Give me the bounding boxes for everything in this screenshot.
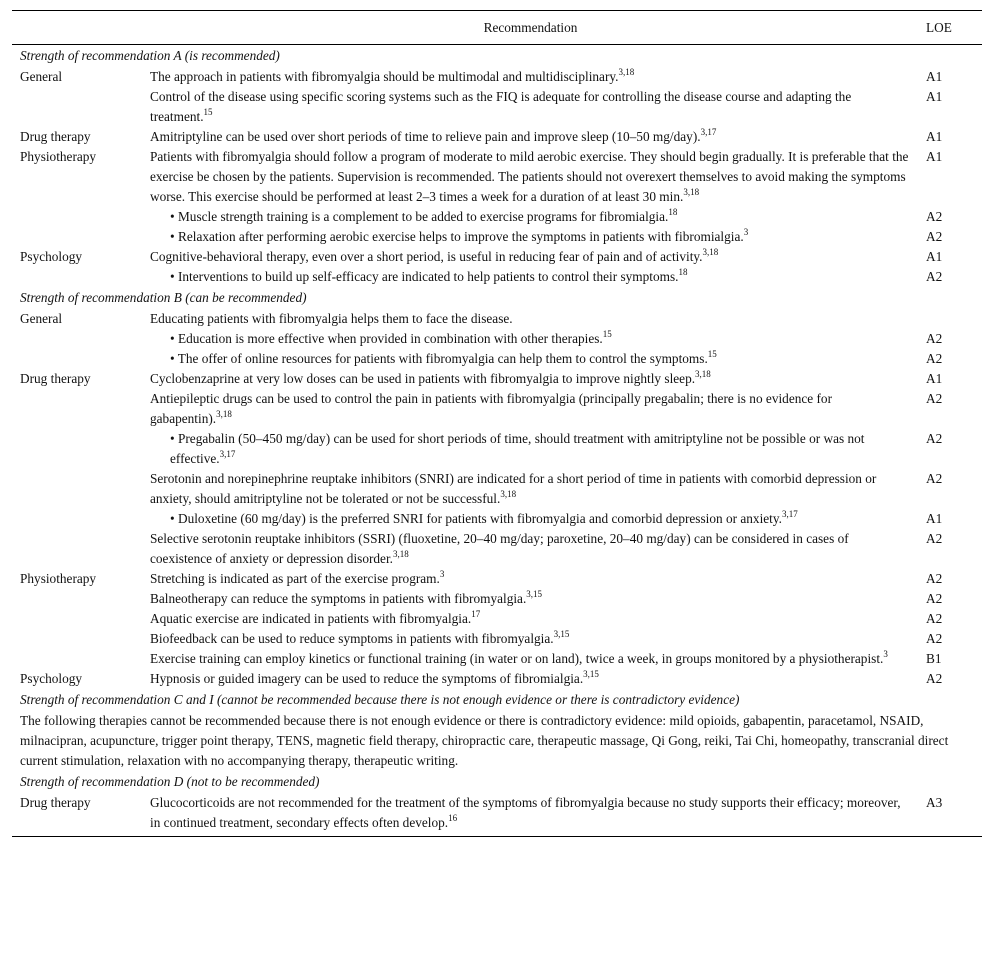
row-recommendation bbox=[142, 267, 919, 287]
row-loe: A2 bbox=[926, 229, 943, 244]
row-category bbox=[12, 509, 142, 529]
row-recommendation bbox=[142, 349, 919, 369]
row-recommendation bbox=[142, 793, 919, 837]
header-recommendation: Recommendation bbox=[142, 11, 919, 45]
reference-superscript: 3,18 bbox=[695, 369, 711, 379]
recommendation-text: Educating patients with fibromyalgia helps them to face the disease. bbox=[150, 311, 513, 326]
row-recommendation bbox=[142, 207, 919, 227]
row-loe: A2 bbox=[926, 351, 943, 366]
recommendation-text: Hypnosis or guided imagery can be used to reduce the symptoms of fibromialgia. bbox=[150, 671, 584, 686]
row-recommendation bbox=[142, 669, 919, 689]
recommendation-text: Education is more effective when provided in combination with other therapies. bbox=[177, 331, 603, 346]
section-title: Strength of recommendation D (not to be recommended) bbox=[20, 774, 320, 789]
row-category: Psychology bbox=[20, 671, 83, 686]
recommendation-text: Balneotherapy can reduce the symptoms in patients with fibromyalgia. bbox=[150, 591, 527, 606]
reference-superscript: 3,18 bbox=[500, 489, 517, 499]
table-row bbox=[12, 609, 982, 629]
row-recommendation bbox=[142, 429, 919, 469]
table-header-row bbox=[12, 11, 982, 45]
reference-superscript: 15 bbox=[707, 349, 717, 359]
table-row bbox=[12, 649, 982, 669]
row-loe: A1 bbox=[926, 371, 943, 386]
row-recommendation bbox=[142, 609, 919, 629]
table-row bbox=[12, 669, 982, 689]
reference-superscript: 3,18 bbox=[216, 409, 232, 419]
row-category bbox=[12, 609, 142, 629]
reference-superscript: 3 bbox=[883, 649, 888, 659]
recommendation-text: Cognitive-behavioral therapy, even over a short period, is useful in reducing fear of pain and of activity. bbox=[150, 249, 703, 264]
row-loe bbox=[919, 309, 982, 329]
reference-superscript: 3,17 bbox=[781, 509, 798, 519]
reference-superscript: 3,15 bbox=[553, 629, 570, 639]
reference-superscript: 3,15 bbox=[526, 589, 543, 599]
reference-superscript: 3,17 bbox=[219, 449, 236, 459]
reference-superscript: 3,15 bbox=[583, 669, 599, 679]
row-recommendation bbox=[142, 87, 919, 127]
table-row bbox=[12, 369, 982, 389]
reference-superscript: 3,18 bbox=[392, 549, 409, 559]
recommendation-text: Relaxation after performing aerobic exercise helps to improve the symptoms in patients with fibromialgia. bbox=[177, 229, 744, 244]
reference-superscript: 16 bbox=[448, 813, 458, 823]
recommendations-table bbox=[12, 10, 982, 837]
section-title: Strength of recommendation A (is recommended) bbox=[20, 48, 280, 63]
reference-superscript: 3,18 bbox=[702, 247, 719, 257]
recommendation-text: Cyclobenzaprine at very low doses can be used in patients with fibromyalgia to improve nightly sleep. bbox=[150, 371, 696, 386]
table-row bbox=[12, 147, 982, 207]
table-row bbox=[12, 469, 982, 509]
row-category bbox=[12, 207, 142, 227]
table-row bbox=[12, 127, 982, 147]
reference-superscript: 3,17 bbox=[700, 127, 717, 137]
row-category: Drug therapy bbox=[12, 793, 142, 837]
row-loe: A2 bbox=[926, 631, 943, 646]
row-loe: A1 bbox=[926, 129, 943, 144]
row-loe: A1 bbox=[926, 511, 943, 526]
recommendation-text: Muscle strength training is a complement to be added to exercise programs for fibromialgia. bbox=[177, 209, 669, 224]
row-recommendation bbox=[142, 67, 919, 87]
row-category bbox=[12, 329, 142, 349]
row-loe: A2 bbox=[926, 431, 943, 446]
table-row bbox=[12, 509, 982, 529]
row-category: Drug therapy bbox=[20, 129, 91, 144]
table-row bbox=[12, 349, 982, 369]
row-recommendation bbox=[142, 247, 919, 267]
row-category bbox=[12, 469, 142, 509]
reference-superscript: 15 bbox=[602, 329, 612, 339]
row-loe: A2 bbox=[926, 471, 943, 486]
row-recommendation bbox=[142, 469, 919, 509]
row-category: General bbox=[20, 311, 63, 326]
table-row bbox=[12, 389, 982, 429]
row-category bbox=[12, 649, 142, 669]
row-category bbox=[12, 629, 142, 649]
section-header-row bbox=[12, 771, 982, 793]
recommendation-text: Duloxetine (60 mg/day) is the preferred SNRI for patients with fibromyalgia and comorbid depression or anxiety. bbox=[177, 511, 782, 526]
table-row bbox=[12, 267, 982, 287]
reference-superscript: 18 bbox=[678, 267, 688, 277]
reference-superscript: 17 bbox=[471, 609, 481, 619]
recommendation-text: Glucocorticoids are not recommended for the treatment of the symptoms of fibromyalgia because no study supports their efficacy; moreover, in continued treatment, secondary effects often develop. bbox=[150, 795, 901, 830]
row-category: Psychology bbox=[20, 249, 83, 264]
row-loe: A2 bbox=[926, 331, 943, 346]
section-header-row bbox=[12, 287, 982, 309]
row-recommendation bbox=[142, 389, 919, 429]
row-recommendation bbox=[142, 329, 919, 349]
row-recommendation bbox=[142, 589, 919, 609]
section-header-row bbox=[12, 45, 982, 68]
row-category: Physiotherapy bbox=[20, 149, 97, 164]
reference-superscript: 18 bbox=[668, 207, 678, 217]
recommendation-text: Aquatic exercise are indicated in patients with fibromyalgia. bbox=[150, 611, 472, 626]
row-recommendation bbox=[142, 529, 919, 569]
row-recommendation bbox=[142, 147, 919, 207]
row-recommendation bbox=[142, 569, 919, 589]
table-row bbox=[12, 793, 982, 837]
table-row bbox=[12, 207, 982, 227]
reference-superscript: 3,18 bbox=[618, 67, 635, 77]
row-category bbox=[12, 227, 142, 247]
table-row bbox=[12, 309, 982, 329]
row-loe: A2 bbox=[926, 209, 943, 224]
row-category bbox=[12, 429, 142, 469]
reference-superscript: 3 bbox=[743, 227, 749, 237]
recommendation-text: Pregabalin (50–450 mg/day) can be used for short periods of time, should treatment with amitriptyline not be possible or was not effective. bbox=[170, 431, 865, 466]
table-row bbox=[12, 227, 982, 247]
recommendation-text: Selective serotonin reuptake inhibitors (SSRI) (fluoxetine, 20–40 mg/day; paroxetine, 20–40 mg/day) can be considered in cases of coexistence of anxiety or depression disorder. bbox=[150, 531, 849, 566]
table-row bbox=[12, 569, 982, 589]
recommendation-text: Interventions to build up self-efficacy are indicated to help patients to control their symptoms. bbox=[177, 269, 679, 284]
header-category bbox=[12, 11, 142, 45]
recommendations-table-container bbox=[12, 10, 982, 837]
section-header-row bbox=[12, 689, 982, 711]
row-category bbox=[12, 349, 142, 369]
table-row bbox=[12, 589, 982, 609]
row-loe: A1 bbox=[926, 149, 943, 164]
bullet-icon: • bbox=[170, 351, 178, 366]
bullet-icon: • bbox=[170, 511, 178, 526]
recommendation-text: The offer of online resources for patients with fibromyalgia can help them to control the symptoms. bbox=[177, 351, 708, 366]
recommendation-text: Biofeedback can be used to reduce symptoms in patients with fibromyalgia. bbox=[150, 631, 554, 646]
section-title: Strength of recommendation B (can be recommended) bbox=[20, 290, 307, 305]
recommendation-text: Serotonin and norepinephrine reuptake inhibitors (SNRI) are indicated for a short period of time in patients with comorbid depression or anxiety, should amitriptyline not be tolerated or not be successful. bbox=[150, 471, 877, 506]
table-row bbox=[12, 529, 982, 569]
recommendation-text: Exercise training can employ kinetics or functional training (in water or on land), twice a week, in groups monitored by a physiotherapist. bbox=[150, 651, 884, 666]
row-recommendation bbox=[142, 227, 919, 247]
table-row bbox=[12, 329, 982, 349]
reference-superscript: 3,18 bbox=[683, 187, 700, 197]
table-row bbox=[12, 629, 982, 649]
recommendation-text: Control of the disease using specific scoring systems such as the FIQ is adequate for controlling the disease course and adapting the treatment. bbox=[150, 89, 852, 124]
row-category: Physiotherapy bbox=[20, 571, 97, 586]
row-recommendation bbox=[142, 649, 919, 669]
row-recommendation bbox=[142, 369, 919, 389]
row-category: General bbox=[20, 69, 63, 84]
header-loe: LOE bbox=[919, 11, 982, 45]
bullet-icon: • bbox=[170, 269, 178, 284]
table-row bbox=[12, 87, 982, 127]
table-row bbox=[12, 247, 982, 267]
section-title: Strength of recommendation C and I (cannot be recommended because there is not enough evidence or there is contradictory evidence) bbox=[20, 692, 740, 707]
table-row bbox=[12, 67, 982, 87]
reference-superscript: 15 bbox=[203, 107, 213, 117]
row-loe: A2 bbox=[926, 671, 943, 686]
row-category bbox=[12, 589, 142, 609]
section-note: The following therapies cannot be recommended because there is not enough evidence or there is contradictory evidence: mild opioids, gabapentin, paracetamol, NSAID, milnacipran, acupuncture, trigger point therapy, TENS, magnetic field therapy, chiropractic care, therapeutic massage, Qi Gong, reiki, Tai Chi, homeopathy, transcranial direct current stimulation, relaxation with no accompanying therapy, therapeutic writing. bbox=[20, 713, 949, 768]
recommendation-text: Amitriptyline can be used over short periods of time to relieve pain and improve sleep (10–50 mg/day). bbox=[150, 129, 701, 144]
row-loe: A1 bbox=[926, 89, 943, 104]
table-body bbox=[12, 45, 982, 837]
row-loe: A2 bbox=[926, 531, 943, 546]
reference-superscript: 3 bbox=[439, 569, 445, 579]
row-recommendation bbox=[142, 127, 919, 147]
row-category bbox=[12, 529, 142, 569]
row-category: Drug therapy bbox=[20, 371, 91, 386]
bullet-icon: • bbox=[170, 209, 178, 224]
row-loe: A1 bbox=[926, 69, 943, 84]
bullet-icon: • bbox=[170, 331, 178, 346]
bullet-icon: • bbox=[170, 431, 178, 446]
row-category bbox=[12, 267, 142, 287]
row-loe: A2 bbox=[926, 571, 943, 586]
row-loe: A2 bbox=[926, 591, 943, 606]
row-category bbox=[12, 87, 142, 127]
row-loe: A2 bbox=[926, 391, 943, 406]
bullet-icon: • bbox=[170, 229, 178, 244]
row-recommendation bbox=[142, 309, 919, 329]
row-loe: A3 bbox=[919, 793, 982, 837]
recommendation-text: The approach in patients with fibromyalgia should be multimodal and multidisciplinary. bbox=[150, 69, 619, 84]
table-row bbox=[12, 429, 982, 469]
recommendation-text: Antiepileptic drugs can be used to control the pain in patients with fibromyalgia (principally pregabalin; there is no evidence for gabapentin). bbox=[150, 391, 832, 426]
row-loe: A2 bbox=[926, 269, 943, 284]
row-loe: B1 bbox=[926, 651, 942, 666]
row-recommendation bbox=[142, 629, 919, 649]
section-note-row bbox=[12, 711, 982, 771]
row-loe: A1 bbox=[926, 249, 943, 264]
row-loe: A2 bbox=[926, 611, 943, 626]
recommendation-text: Stretching is indicated as part of the exercise program. bbox=[150, 571, 440, 586]
row-recommendation bbox=[142, 509, 919, 529]
row-category bbox=[12, 389, 142, 429]
recommendation-text: Patients with fibromyalgia should follow a program of moderate to mild aerobic exercise. They should begin gradually. It is preferable that the exercise be chosen by the patients. Supervision is recommended. The patients should not overexert themselves to avoid making the symptoms worse. This exercise should be performed at least 2–3 times a week for a duration of at least 30 min. bbox=[150, 149, 909, 204]
